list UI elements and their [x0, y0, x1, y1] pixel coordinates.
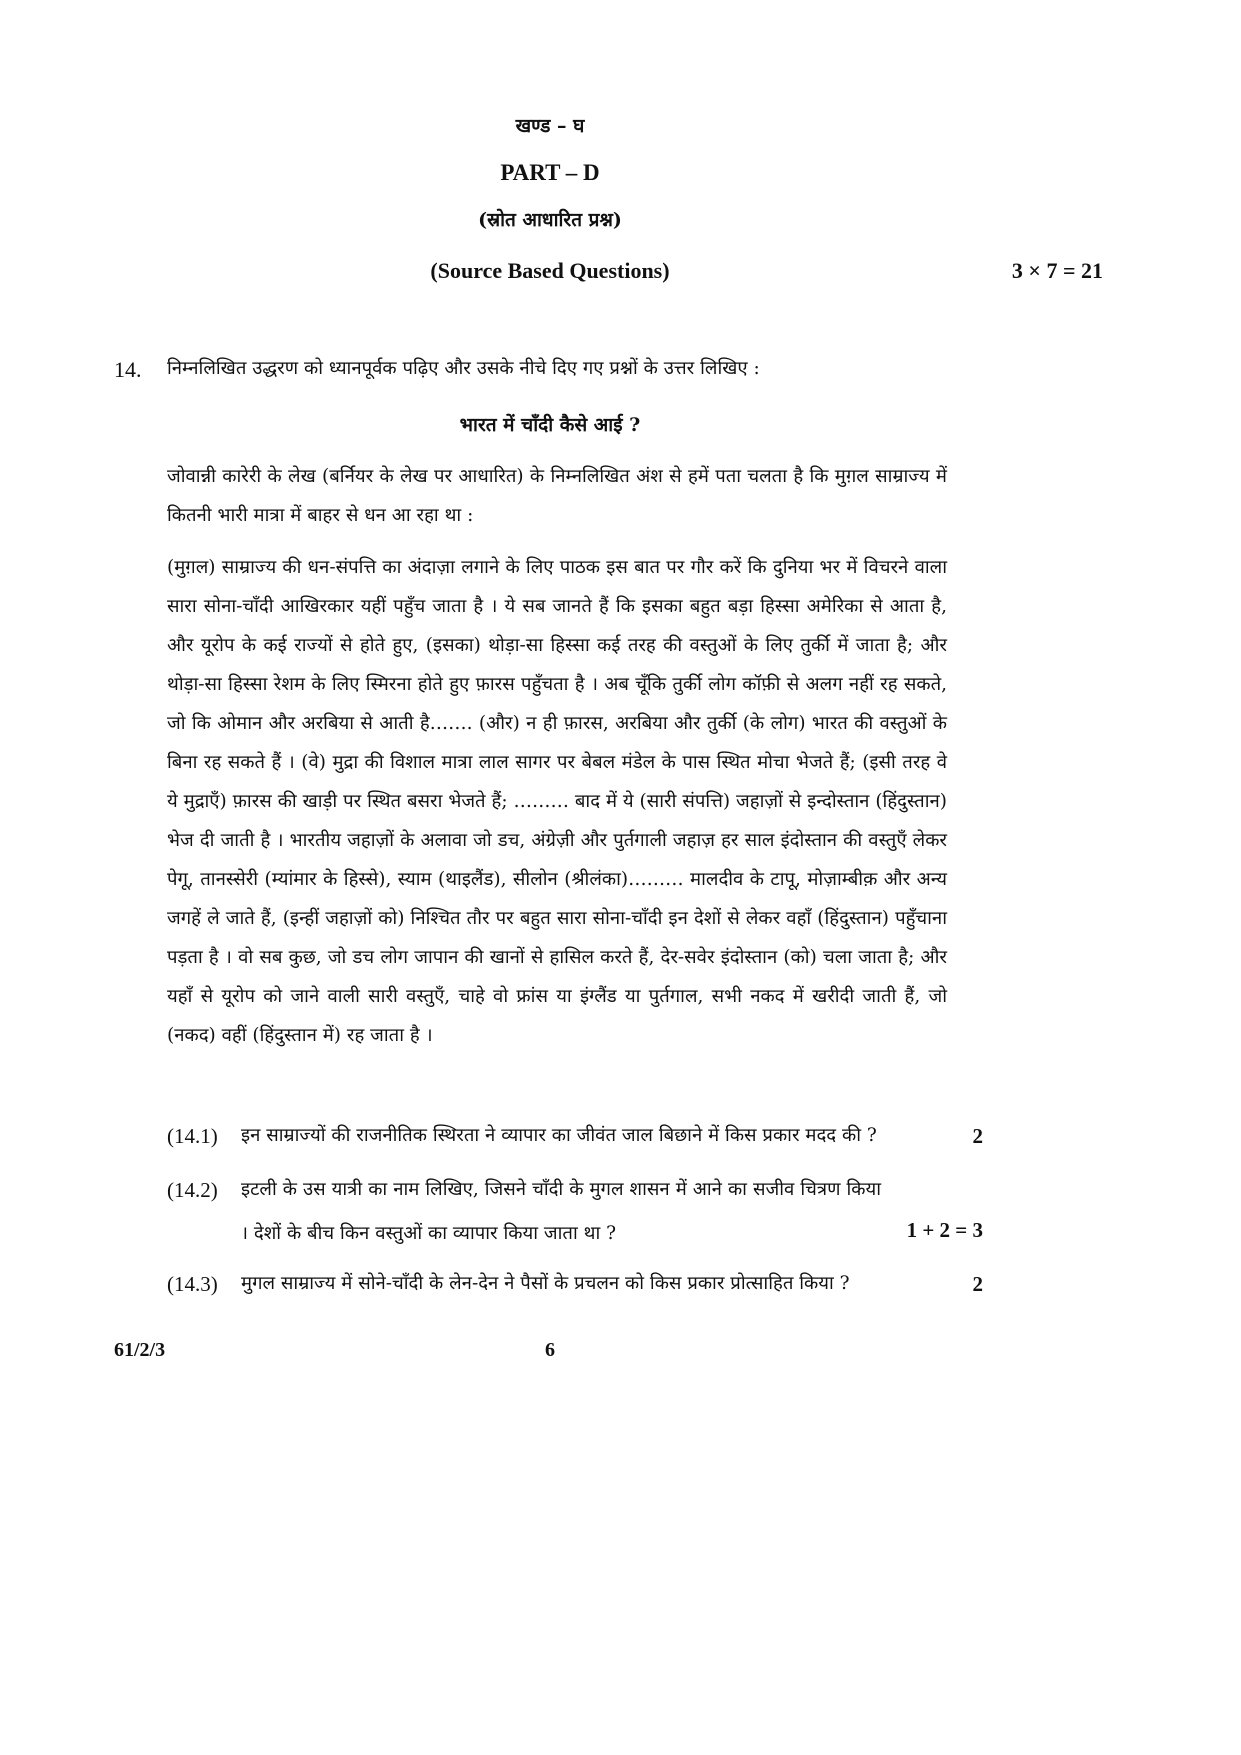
- subheading-hindi: (स्रोत आधारित प्रश्न): [478, 209, 622, 231]
- footer-page-number: 6: [545, 1339, 555, 1361]
- footer-paper-code: 61/2/3: [114, 1339, 166, 1361]
- passage-body: (मुग़ल) साम्राज्य की धन-संपत्ति का अंदाज़ा लगाने के लिए पाठक इस बात पर गौर करें कि दुनिया भर में विचरने वाला सारा सोना-चाँदी आखिरकार यहीं पहुँच जाता है । ये सब जानते हैं कि इसका बहुत बड़ा हिस्सा अमेरिका से आता है, और यूरोप के कई राज्यों से होते हुए, (इसका) थोड़ा-सा हिस्सा कई तरह की वस्तुओं के लिए तुर्की में जाता है; और थोड़ा-सा हिस्सा रेशम के लिए स्मिरना होते हुए फ़ारस पहुँचता है । अब चूँकि तुर्की लोग कॉफ़ी से अलग नहीं रह सकते, जो कि ओमान और अरबिया से आती है……. (और) न ही फ़ारस, अरबिया और तुर्की (के लोग) भारत की वस्तुओं के बिना रह सकते हैं । (वे) मुद्रा की विशाल मात्रा लाल सागर पर बेबल मंडेल के पास स्थित मोचा भेजते हैं; (इसी तरह वे ये मुद्राएँ) फ़ारस की खाड़ी पर स्थित बसरा भेजते हैं; ……… बाद में ये (सारी संपत्ति) जहाज़ों से इन्दोस्तान (हिंदुस्तान) भेज दी जाती है । भारतीय जहाज़ों के अलावा जो डच, अंग्रेज़ी और पुर्तगाली जहाज़ हर साल इंदोस्तान की वस्तुएँ लेकर पेगू, तानस्सेरी (म्यांमार के हिस्से), स्याम (थाइलैंड), सीलोन (श्रीलंका)……… मालदीव के टापू, मोज़ाम्बीक़ और अन्य जगहें ले जाते हैं, (इन्हीं जहाज़ों को) निश्चित तौर पर बहुत सारा सोना-चाँदी इन देशों से लेकर वहाँ (हिंदुस्तान) पहुँचाना पड़ता है । वो सब कुछ, जो डच लोग जापान की खानों से हासिल करते हैं, देर-सवेर इंदोस्तान (को) चला जाता है; और यहाँ से यूरोप को जाने वाली सारी वस्तुएँ, चाहे वो फ्रांस या इंग्लैंड या पुर्तगाल, सभी नकद में खरीदी जाती हैं, जो (नकद) वहीं (हिंदुस्तान में) रह जाता है ।: [167, 557, 947, 1046]
- subquestion-text: मुगल साम्राज्य में सोने-चाँदी के लेन-देन ने पैसों के प्रचलन को किस प्रकार प्रोत्साहित किया ?: [241, 1273, 850, 1294]
- passage-intro: जोवान्नी कारेरी के लेख (बर्नियर के लेख पर आधारित) के निम्नलिखित अंश से हमें पता चलता है कि मुग़ल साम्राज्य में कितनी भारी मात्रा में बाहर से धन आ रहा था :: [167, 466, 947, 526]
- subquestion-text: इन साम्राज्यों की राजनीतिक स्थिरता ने व्यापार का जीवंत जाल बिछाने में किस प्रकार मदद की ?: [241, 1125, 877, 1146]
- question-instruction: निम्नलिखित उद्धरण को ध्यानपूर्वक पढ़िए और उसके नीचे दिए गए प्रश्नों के उत्तर लिखिए :: [167, 358, 760, 379]
- subquestion-number: (14.3): [167, 1272, 218, 1296]
- subquestion-marks: 1 + 2 = 3: [906, 1218, 983, 1242]
- section-heading-english: PART – D: [500, 160, 600, 185]
- subquestion-marks: 2: [972, 1272, 983, 1296]
- question-number: 14.: [114, 357, 142, 382]
- subquestion-number: (14.1): [167, 1124, 218, 1148]
- subquestion-marks: 2: [972, 1124, 983, 1148]
- subquestion-number: (14.2): [167, 1178, 218, 1202]
- section-heading-hindi: खण्ड – घ: [515, 115, 585, 137]
- passage-title: भारत में चाँदी कैसे आई ?: [459, 414, 641, 436]
- total-marks: 3 × 7 = 21: [1011, 258, 1103, 283]
- subquestion-text: इटली के उस यात्री का नाम लिखिए, जिसने चाँदी के मुगल शासन में आने का सजीव चित्रण किया । देशों के बीच किन वस्तुओं का व्यापार किया जाता था ?: [241, 1179, 881, 1244]
- subheading-english: (Source Based Questions): [430, 258, 670, 283]
